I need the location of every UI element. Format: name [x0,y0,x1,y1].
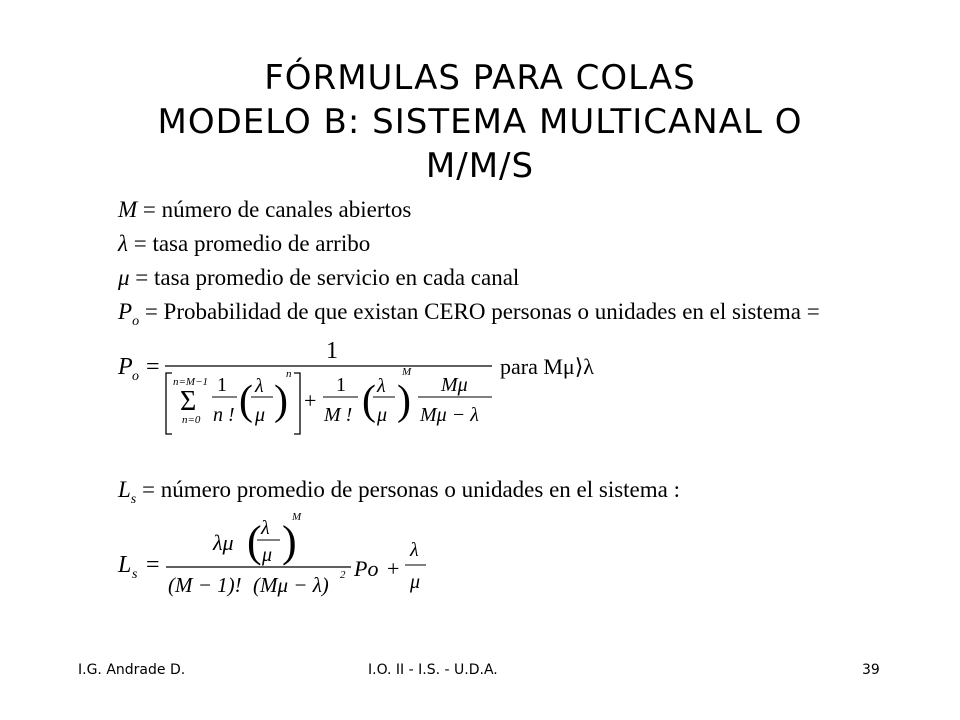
po-term: Po [354,556,379,581]
definition-symbol: M [118,197,138,222]
lambda: λ [261,517,270,539]
denominator-left: (M − 1)! [168,573,242,597]
definition-mu [118,265,519,291]
po-lhs: P [118,354,133,380]
ls-subscript: s [130,491,137,507]
left-paren: ( [362,378,376,424]
footer-course: I.O. II - I.S. - U.D.A. [368,662,498,678]
po-condition: para Mμ⟩λ [500,354,594,379]
footer-author: I.G. Andrade D. [78,662,186,678]
left-bracket [166,373,172,434]
definition-lambda [118,231,370,257]
sum-icon: Σ [180,386,197,417]
definition-m [118,197,411,223]
denominator-right: (Mμ − λ) [253,573,329,597]
lambda: λ [377,375,386,397]
lambda-mu: λμ [213,530,234,555]
left-paren: ( [239,378,253,424]
po-numerator: 1 [326,338,338,364]
m-mu-minus-lambda: Mμ − λ [420,404,479,426]
exponent-m: M [292,511,302,523]
plus-sign: + [387,556,400,581]
title-line-3: M/M/S [425,146,535,186]
equals-sign: = [146,354,160,380]
plus-sign: + [304,388,317,413]
ls-definition [118,477,680,509]
right-paren: ) [282,517,297,566]
fraction-numerator: 1 [217,374,227,396]
lambda: λ [410,539,419,561]
ls-lhs-sub: s [132,567,138,582]
slide-title [0,56,960,188]
definition-text: = tasa promedio de arribo [133,231,371,256]
ls-symbol: L [118,477,131,502]
mu: μ [377,404,388,426]
page-number: 39 [862,662,880,678]
definition-text: = número de canales abiertos [142,197,412,222]
sum-lower-limit: n=0 [182,414,201,426]
mu: μ [262,544,273,566]
right-paren: ) [274,378,288,424]
definition-text: = tasa promedio de servicio en cada canal [135,265,520,290]
ls-formula [110,510,450,600]
ls-lhs: L [118,552,132,578]
definition-text: = Probabilidad de que existan CERO personas o unidades en el sistema = [144,299,820,324]
right-bracket [294,373,300,434]
exponent-n: n [286,368,292,380]
definition-po [118,299,820,331]
definition-symbol: μ [118,265,130,290]
sum-upper-limit: n=M−1 [173,376,209,388]
right-paren: ) [397,378,411,424]
left-paren: ( [247,517,262,566]
n-factorial: n ! [213,404,235,426]
title-line-2: MODELO B: SISTEMA MULTICANAL O [157,102,803,142]
definition-symbol: λ [118,231,128,256]
po-formula [110,330,650,445]
equals-sign: = [146,552,160,578]
m-factorial: M ! [324,404,353,426]
exponent-m: M [402,366,412,378]
definition-symbol: P [118,299,133,324]
definition-subscript: o [132,313,140,329]
title-line-1: FÓRMULAS PARA COLAS [264,58,696,98]
mu: μ [255,404,266,426]
fraction-numerator: 1 [336,374,346,396]
mu: μ [410,571,421,593]
lambda: λ [255,375,264,397]
exponent-2: 2 [340,569,346,581]
ls-definition-text: = número promedio de personas o unidades en el sistema : [142,477,681,502]
m-mu: Mμ [441,374,468,396]
po-lhs-sub: o [132,369,139,384]
